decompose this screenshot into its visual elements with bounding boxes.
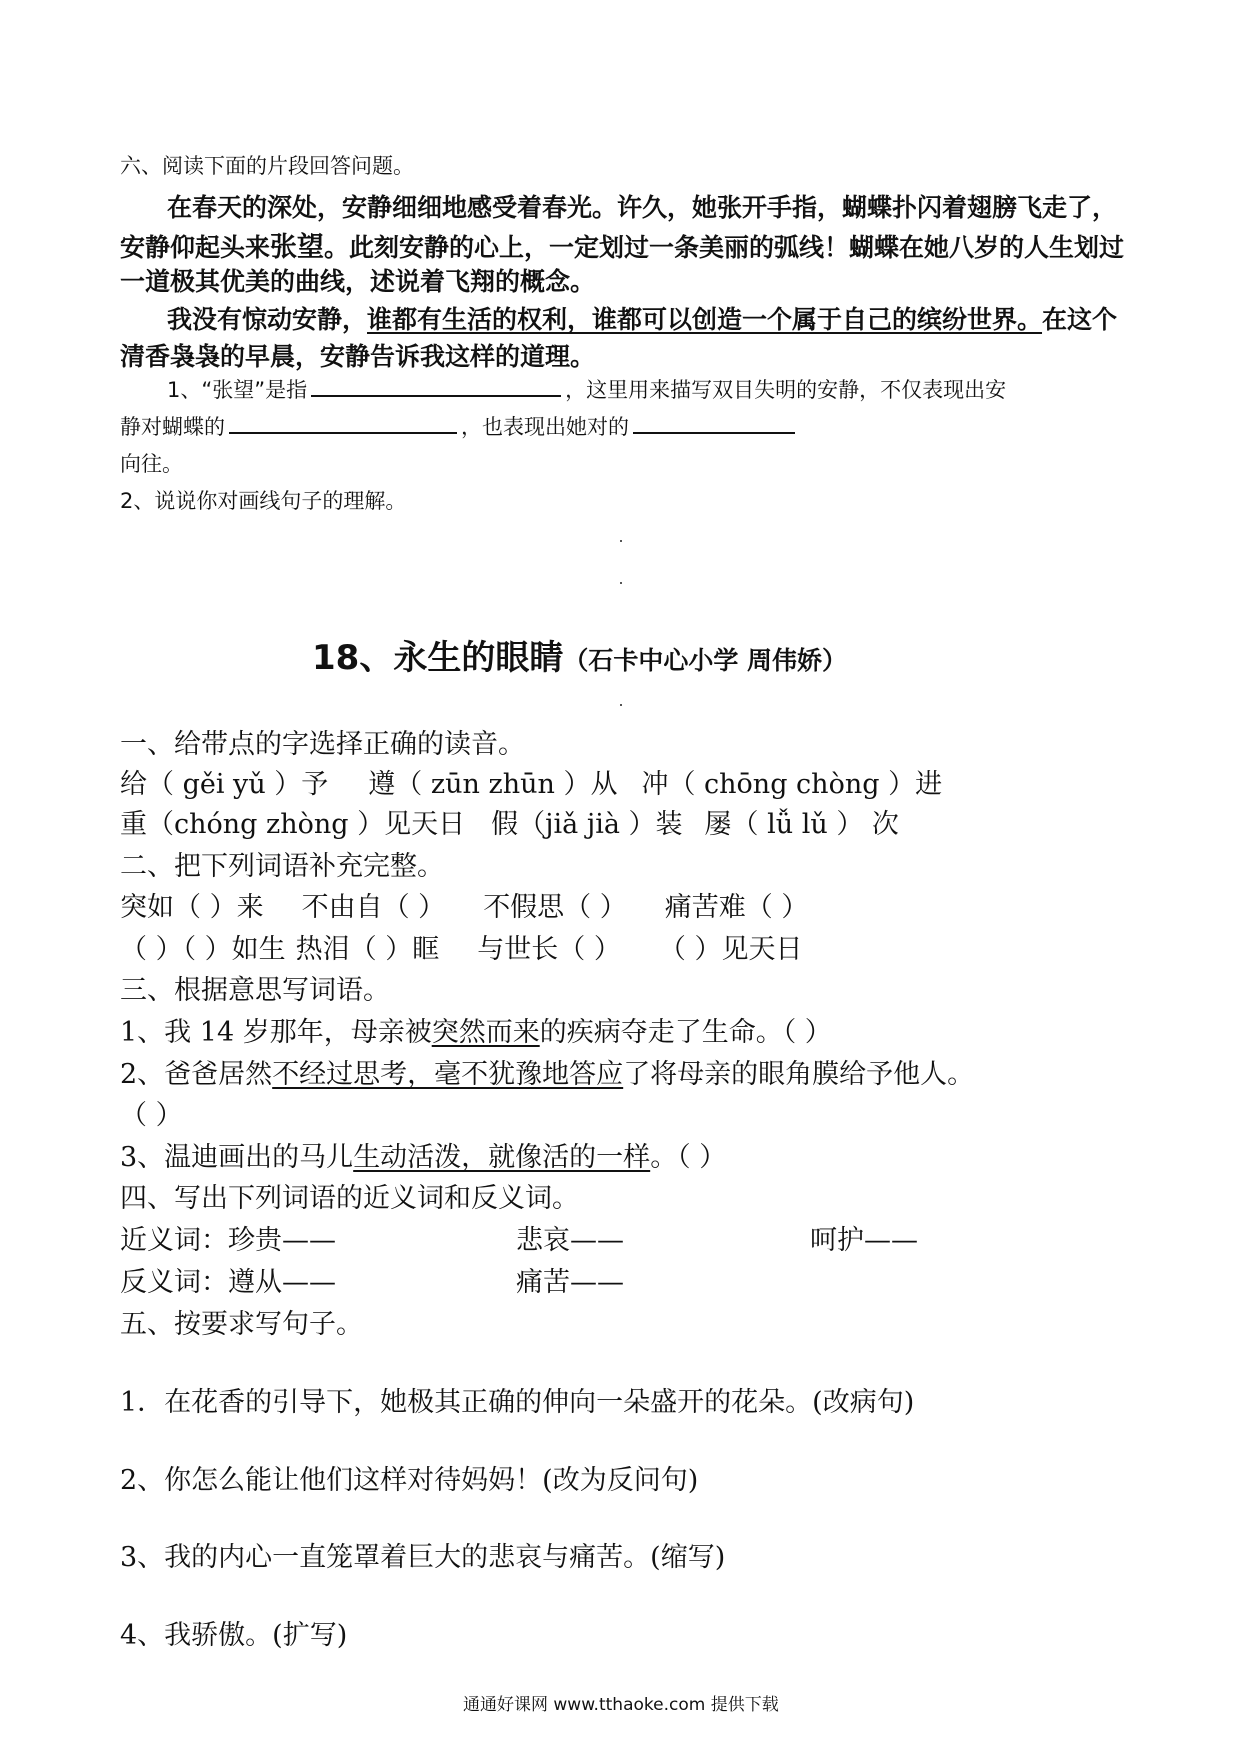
meaning-item-3: 3、温迪画出的马儿生动活泼，就像活的一样。（ ） [120, 1142, 727, 1173]
footer-credit: 通通好课网 www.tthaoke.com 提供下载 [463, 1695, 779, 1715]
answer-blank[interactable] [311, 394, 561, 397]
reading-question-2: 2、说说你对画线句子的理解。 [120, 489, 407, 513]
sentence-task-2: 2、你怎么能让他们这样对待妈妈！(改为反问句) [120, 1465, 699, 1496]
passage-line-4: 我没有惊动安静，谁都有生活的权利，谁都可以创造一个属于自己的缤纷世界。在这个 [167, 305, 1118, 334]
passage-line-3: 一道极其优美的曲线，述说着飞翔的概念。 [120, 267, 596, 296]
synonym-3: 呵护—— [810, 1225, 918, 1256]
reading-question-1: 1、“张望”是指 ，这里用来描写双目失明的安静，不仅表现出安 [167, 378, 1007, 402]
passage-line-5: 清香袅袅的早晨，安静告诉我这样的道理。 [120, 342, 596, 371]
passage-line-2: 安静仰起头来张望。此刻安静的心上，一定划过一条美丽的弧线！蝴蝶在她八岁的人生划过 [120, 232, 1125, 263]
meaning-item-2: 2、爸爸居然不经过思考，毫不犹豫地答应了将母亲的眼角膜给予他人。 [120, 1059, 975, 1090]
answer-blank[interactable] [229, 431, 457, 434]
section-3-heading: 三、根据意思写词语。 [120, 975, 390, 1006]
underlined-sentence: 谁都有生活的权利，谁都可以创造一个属于自己的缤纷世界。 [367, 305, 1043, 334]
lesson-author: （石卡中心小学 周伟娇） [563, 646, 848, 675]
pinyin-row-1: 给（ gěi yǔ ）予 遵（ zūn zhūn ）从 冲（ chōng chòng ）进 [120, 769, 943, 800]
pinyin-row-2: 重（chóng zhòng ）见天日 假（jiǎ jià ）装 屡（ lǚ lǔ ） 次 [120, 809, 899, 840]
sentence-task-1: 1．在花香的引导下，她极其正确的伸向一朵盛开的花朵。(改病句) [120, 1387, 915, 1418]
section-4-heading: 四、写出下列词语的近义词和反义词。 [120, 1183, 579, 1214]
section-2-heading: 二、把下列词语补充完整。 [120, 851, 444, 882]
antonym-2: 痛苦—— [516, 1267, 624, 1298]
synonym-label: 近义词：珍贵—— [120, 1225, 336, 1256]
passage-line-1: 在春天的深处，安静细细地感受着春光。许久，她张开手指，蝴蝶扑闪着翅膀飞走了， [167, 193, 1118, 222]
scan-dot [620, 540, 622, 542]
idiom-row-2: （ ）（ ）如生 热泪（ ）眶 与世长（ ） （ ）见天日 [120, 934, 803, 965]
section-1-heading: 一、给带点的字选择正确的读音。 [120, 729, 525, 760]
meaning-item-2-answer: （ ） [120, 1100, 183, 1131]
idiom-row-1: 突如（ ）来 不由自（ ） 不假思（ ） 痛苦难（ ） [120, 892, 809, 923]
scan-dot [620, 704, 622, 706]
meaning-item-1: 1、我 14 岁那年，母亲被突然而来的疾病夺走了生命。（ ） [120, 1017, 832, 1048]
reading-question-1-end: 向往。 [120, 452, 183, 476]
sentence-task-3: 3、我的内心一直笼罩着巨大的悲哀与痛苦。(缩写) [120, 1542, 726, 1573]
reading-question-1-cont: 静对蝴蝶的 ，也表现出她对的 [120, 411, 799, 441]
reading-heading: 六、阅读下面的片段回答问题。 [120, 154, 414, 178]
antonym-label: 反义词：遵从—— [120, 1267, 336, 1298]
sentence-task-4: 4、我骄傲。(扩写) [120, 1620, 348, 1651]
section-5-heading: 五、按要求写句子。 [120, 1309, 363, 1340]
answer-blank[interactable] [633, 431, 795, 434]
scan-dot [620, 582, 622, 584]
lesson-title: 18、永生的眼睛（石卡中心小学 周伟娇） [312, 638, 848, 678]
synonym-2: 悲哀—— [516, 1225, 624, 1256]
keyword-zhangwang: 张望 [270, 232, 325, 263]
